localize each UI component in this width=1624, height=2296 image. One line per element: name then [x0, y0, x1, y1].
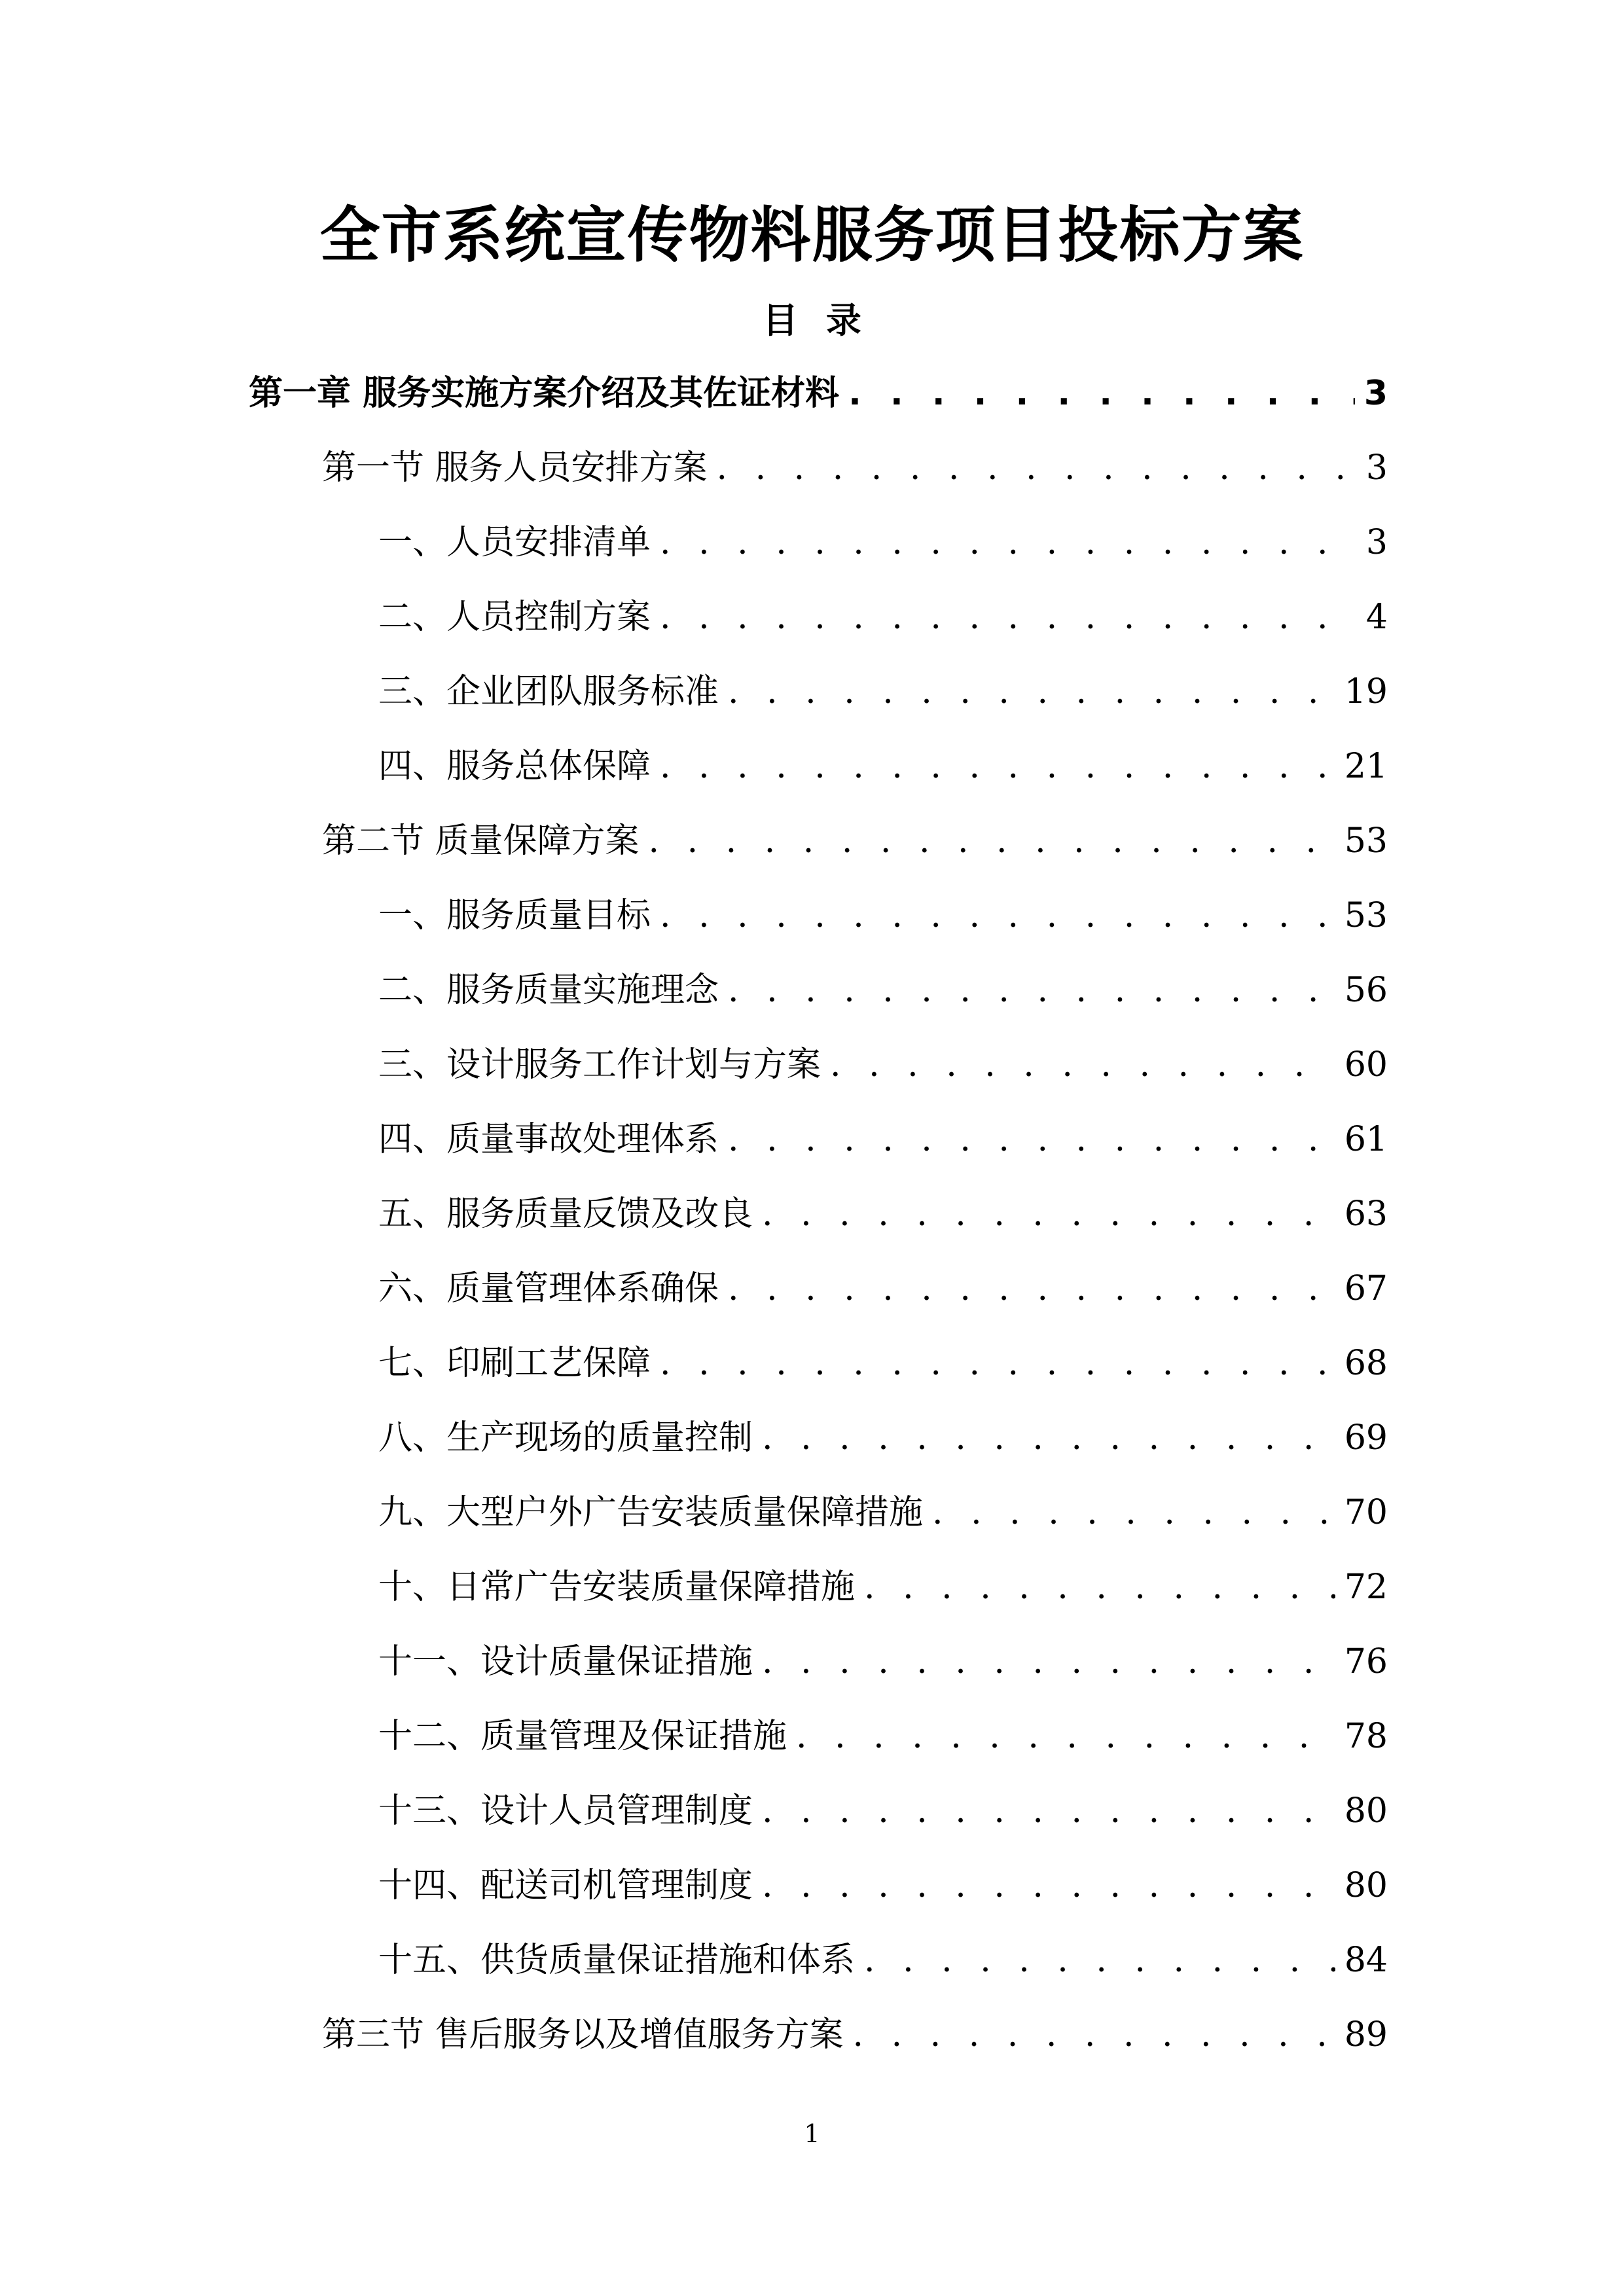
toc-entry-page: 56 [1344, 971, 1388, 1010]
toc-entry-item[interactable] [378, 1787, 1388, 1862]
toc-entry-text: 第二节 质量保障方案 [322, 821, 640, 861]
toc-leader-dots [848, 370, 1355, 417]
toc-leader-dots [762, 1191, 1335, 1238]
toc-entry-item[interactable] [378, 1041, 1388, 1116]
toc-entry-page: 60 [1344, 1045, 1388, 1085]
toc-entry-section-2[interactable] [322, 817, 1388, 892]
toc-leader-dots [762, 1414, 1335, 1462]
toc-entry-page: 61 [1344, 1120, 1388, 1159]
toc-entry-text: 六、质量管理体系确保 [378, 1269, 719, 1308]
toc-entry-page: 53 [1344, 896, 1388, 935]
toc-entry-page: 3 [1365, 448, 1388, 488]
toc-entry-section-1[interactable] [322, 444, 1388, 519]
toc-entry-item[interactable] [378, 1862, 1388, 1937]
toc-leader-dots [830, 1041, 1335, 1088]
toc-entry-text: 三、企业团队服务标准 [378, 672, 719, 711]
toc-entry-text: 一、人员安排清单 [378, 523, 651, 562]
toc-entry-text: 十三、设计人员管理制度 [378, 1791, 753, 1831]
toc-leader-dots [728, 668, 1335, 715]
toc-leader-dots [864, 1937, 1335, 1984]
toc-entry-item[interactable] [378, 1564, 1388, 1638]
toc-entry-page: 72 [1344, 1568, 1388, 1607]
toc-leader-dots [762, 1862, 1335, 1909]
toc-entry-item[interactable] [378, 1340, 1388, 1414]
toc-entry-item[interactable] [378, 668, 1388, 743]
toc-entry-page: 70 [1344, 1493, 1388, 1532]
toc-entry-chapter-1[interactable] [249, 370, 1388, 444]
toc-entry-section-3[interactable] [322, 2011, 1388, 2086]
toc-entry-text: 第一章 服务实施方案介绍及其佐证材料 [249, 374, 840, 413]
toc-entry-text: 九、大型户外广告安装质量保障措施 [378, 1493, 924, 1532]
toc-entry-item[interactable] [378, 594, 1388, 668]
toc-entry-page: 80 [1344, 1866, 1388, 1905]
toc-leader-dots [660, 892, 1335, 939]
toc-entry-text: 十二、质量管理及保证措施 [378, 1717, 787, 1756]
toc-entry-page: 89 [1344, 2015, 1388, 2054]
toc-entry-text: 二、服务质量实施理念 [378, 971, 719, 1010]
toc-entry-item[interactable] [378, 892, 1388, 967]
toc-leader-dots [762, 1638, 1335, 1685]
toc-entry-page: 21 [1344, 747, 1388, 786]
toc-entry-page: 3 [1363, 374, 1388, 413]
toc-entry-page: 68 [1344, 1344, 1388, 1383]
toc-entry-item[interactable] [378, 1414, 1388, 1489]
toc-entry-item[interactable] [378, 1116, 1388, 1191]
table-of-contents [0, 370, 1624, 2086]
toc-entry-page: 19 [1344, 672, 1388, 711]
toc-entry-text: 四、质量事故处理体系 [378, 1120, 719, 1159]
toc-entry-text: 三、设计服务工作计划与方案 [378, 1045, 821, 1085]
toc-entry-text: 十四、配送司机管理制度 [378, 1866, 753, 1905]
toc-leader-dots [728, 967, 1335, 1014]
toc-entry-text: 十一、设计质量保证措施 [378, 1642, 753, 1681]
toc-entry-page: 53 [1344, 821, 1388, 861]
toc-leader-dots [660, 1340, 1335, 1387]
document-title: 全市系统宣传物料服务项目投标方案 [319, 200, 1305, 270]
toc-leader-dots [864, 1564, 1335, 1611]
toc-entry-page: 80 [1344, 1791, 1388, 1831]
toc-entry-page: 63 [1344, 1194, 1388, 1234]
toc-entry-item[interactable] [378, 1265, 1388, 1340]
toc-entry-item[interactable] [378, 1191, 1388, 1265]
toc-leader-dots [649, 817, 1335, 865]
toc-entry-text: 第三节 售后服务以及增值服务方案 [322, 2015, 844, 2054]
toc-leader-dots [660, 594, 1357, 641]
toc-entry-text: 五、服务质量反馈及改良 [378, 1194, 753, 1234]
toc-entry-page: 67 [1344, 1269, 1388, 1308]
toc-leader-dots [762, 1787, 1335, 1835]
toc-entry-item[interactable] [378, 1638, 1388, 1713]
toc-leader-dots [853, 2011, 1335, 2058]
toc-entry-item[interactable] [378, 743, 1388, 817]
toc-entry-text: 四、服务总体保障 [378, 747, 651, 786]
toc-entry-page: 69 [1344, 1418, 1388, 1458]
toc-entry-item[interactable] [378, 519, 1388, 594]
page-number: 1 [804, 2119, 820, 2148]
toc-entry-text: 十五、供货质量保证措施和体系 [378, 1941, 856, 1980]
toc-entry-text: 七、印刷工艺保障 [378, 1344, 651, 1383]
toc-entry-page: 78 [1344, 1717, 1388, 1756]
toc-entry-item[interactable] [378, 1489, 1388, 1564]
toc-entry-text: 二、人员控制方案 [378, 598, 651, 637]
toc-entry-page: 4 [1365, 598, 1388, 637]
toc-leader-dots [728, 1265, 1335, 1312]
toc-entry-text: 八、生产现场的质量控制 [378, 1418, 753, 1458]
toc-leader-dots [932, 1489, 1335, 1536]
toc-leader-dots [796, 1713, 1335, 1760]
toc-entry-item[interactable] [378, 1713, 1388, 1787]
toc-entry-text: 第一节 服务人员安排方案 [322, 448, 708, 488]
toc-entry-page: 3 [1365, 523, 1388, 562]
toc-entry-item[interactable] [378, 967, 1388, 1041]
toc-leader-dots [660, 743, 1335, 790]
toc-entry-page: 76 [1344, 1642, 1388, 1681]
toc-entry-page: 84 [1344, 1941, 1388, 1980]
toc-entry-text: 一、服务质量目标 [378, 896, 651, 935]
toc-leader-dots [717, 444, 1357, 492]
toc-entry-text: 十、日常广告安装质量保障措施 [378, 1568, 856, 1607]
toc-leader-dots [660, 519, 1357, 566]
toc-heading: 目 录 [763, 300, 861, 341]
toc-entry-item[interactable] [378, 1937, 1388, 2011]
toc-leader-dots [728, 1116, 1335, 1163]
